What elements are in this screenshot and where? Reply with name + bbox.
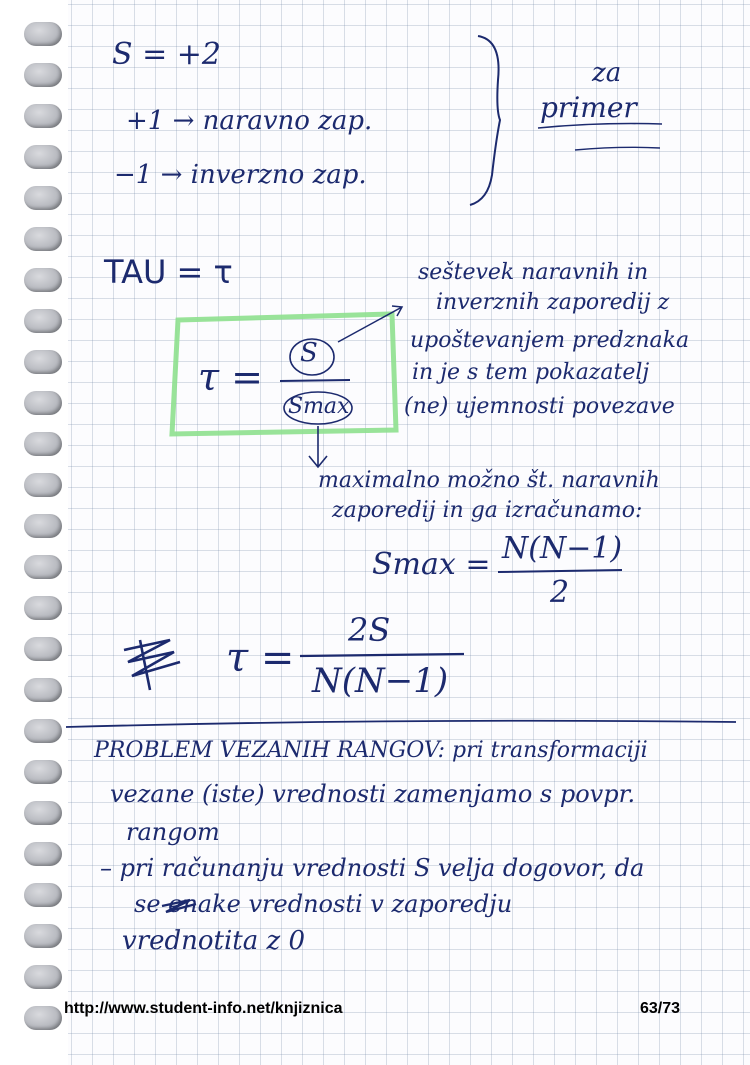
tau-symbol: τ = <box>198 355 263 399</box>
plus-one-line: +1 → naravno zap. <box>126 106 373 136</box>
fraction-bar-2 <box>498 570 622 572</box>
fraction-denominator-smax: Smax <box>288 394 350 419</box>
footer-url[interactable]: http://www.student-info.net/knjiznica <box>64 1000 343 1017</box>
za-label: za <box>592 58 622 88</box>
problem-line-2: vezane (iste) vrednosti zamenjamo s povpr. <box>110 780 636 808</box>
primer-underline-2 <box>575 147 660 150</box>
scribble-mark <box>124 640 180 690</box>
page-number: 63/73 <box>640 1000 681 1017</box>
primer-label: primer <box>540 91 637 124</box>
problem-line-1: PROBLEM VEZANIH RANGOV: pri transformaciji <box>94 738 648 763</box>
smax-lhs: Smax = <box>372 547 491 582</box>
s-value: S = +2 <box>112 37 221 72</box>
annotation-line-3: upoštevanjem predznaka <box>410 328 690 353</box>
primer-underline <box>538 124 662 129</box>
tau2-denominator: N(N−1) <box>312 661 449 701</box>
max-line-2: zaporedij in ga izračunamo: <box>332 498 643 523</box>
max-line-1: maximalno možno št. naravnih <box>318 468 660 493</box>
section-divider <box>66 721 736 727</box>
smax-numerator: N(N−1) <box>502 531 623 566</box>
problem-line-6: vrednotita z 0 <box>122 926 306 956</box>
brace-icon <box>470 36 500 205</box>
annotation-line-5: (ne) ujemnosti povezave <box>404 394 675 419</box>
problem-line-5: se enake vrednosti v zaporedju <box>134 890 513 918</box>
annotation-line-2: inverznih zaporedij z <box>436 290 670 315</box>
minus-one-line: −1 → inverzno zap. <box>114 160 367 190</box>
tau2-symbol: τ = <box>226 635 295 681</box>
tau2-numerator: 2S <box>348 611 391 649</box>
smax-denominator: 2 <box>550 575 570 610</box>
annotation-line-4: in je s tem pokazatelj <box>412 360 650 385</box>
fraction-bar-1 <box>280 380 350 381</box>
fraction-bar-3 <box>300 654 464 656</box>
fraction-numerator-s: S <box>300 338 318 368</box>
problem-line-4: – pri računanju vrednosti S velja dogovor, da <box>100 854 645 882</box>
annotation-line-1: seštevek naravnih in <box>418 260 649 285</box>
problem-line-3: rangom <box>126 818 220 846</box>
tau-definition: TAU = τ <box>104 253 233 291</box>
